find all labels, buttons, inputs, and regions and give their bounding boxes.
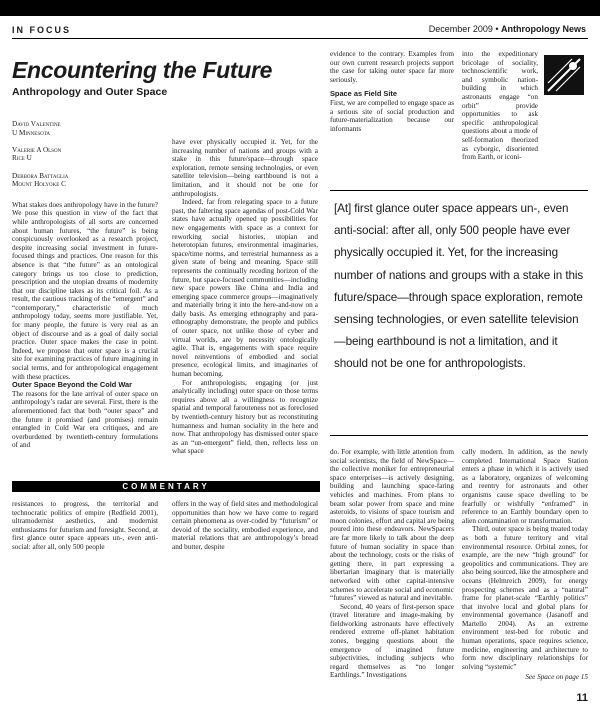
pull-quote-text: [At] first glance outer space appears un-, even anti-social: after all, only 500 people have ever physically occupied it. Yet, for the increasing number of nations and groups with a stake in this future/space—through space exploration, remote sensing technologies, or even satellite television—being earthbound is not a limitation, and it should not be one for anthropologists. [334, 202, 584, 371]
body-paragraph: offers in the way of field sites and methodological opportunities than how we have come to regard certain phenomena as over-coded by “futurism” or devoid of the sociality, embodied experience, and material relations that are anthropology’s bread and butter, despite [172, 500, 318, 551]
commentary-banner: COMMENTARY [12, 481, 320, 492]
author [12, 172, 158, 189]
column-3-bottom [330, 448, 454, 680]
column-1-bottom [12, 500, 158, 552]
body-paragraph: have ever physically occupied it. Yet, for the increasing number of nations and groups with a stake in this future/space—through space exploration, remote sensing technologies, or even satellite television—being earthbound is not a limitation, and it should not be one for anthropologists. [172, 138, 318, 198]
author-name: David Valentine [12, 120, 61, 128]
section-logo-icon [540, 51, 588, 99]
article-subtitle: Anthropology and Outer Space [12, 86, 168, 98]
body-paragraph: The reasons for the late arrival of outer space on anthropology’s radar are several. First, there is the aforementioned fact that both “outer space” and the future it promised (and promises) remain entangled in Cold War era critiques, and are overburdened by twentieth-century formulations of and [12, 389, 158, 450]
section-label: IN FOCUS [12, 25, 72, 35]
pull-quote-rule-top [330, 190, 588, 191]
column-3-top [330, 50, 454, 133]
continued-link[interactable]: See Space on page 15 [525, 673, 588, 681]
body-paragraph: Indeed, far from relegating space to a future past, the faltering space agendas of post-Cold War states have actually opened up possibilities for new engagements with space as a context for reworking social histories, utopian and heterotopian futures, environmental imaginaries, space/time norms, and terrestrial humanness as a given state of being and meaning. Space still represents the continually receding horizon of the future, but space-focused communities—including new space powers like China and India and emerging space commerce groups—imaginatively and materially bring it into the here-and-now on a daily basis. As emerging ethnography and para-ethnography demonstrate, the people and publics of outer space, not unlike those of cyber and virtual worlds, are by necessity ontologically agile. That is, engagements with space require novel reinventions of embodied and social presence, ecological limits, and imaginaries of human becoming. [172, 198, 318, 379]
article-title: Encountering the Future [12, 57, 273, 83]
body-paragraph: First, we are compelled to engage space as a serious site of social production and future-materialization because our informants [330, 98, 454, 133]
body-paragraph: Second, 40 years of first-person space (travel literature and image-making by fieldworking astronauts have effectively rendered extreme off-planet habitation zones, begging questions about the emergence of imagined future subjectivities, including subjects who regard themselves as “no longer Earthlings.” Investigations [330, 602, 454, 680]
header-rule [12, 38, 588, 39]
section-heading: Outer Space Beyond the Cold War [12, 380, 133, 390]
header-bar [0, 0, 600, 16]
body-paragraph: into the expeditionary bricolage of sociality, technoscientific work, and symbolic nation-building in which astronauts engage “on orbit” provide opportunities to ask specific anthropological questions about a mode of self-formation theorized as cyborgic, disoriented from Earth, or iconi- [462, 50, 538, 162]
column-4-bottom [462, 448, 588, 671]
author-affiliation: Rice U [12, 154, 32, 163]
issue-date: December 2009 [428, 24, 493, 34]
pull-quote [330, 190, 588, 440]
author-name: Debbora Battaglia [12, 171, 69, 180]
author [12, 146, 158, 163]
author-affiliation: U Minnesota [12, 128, 50, 137]
body-paragraph: resistances to progress, the territorial and technocratic politics of empire (Redfield 2001), ultramodernist aesthetics, and modernist enthusiasms for futurism and foresight. Second, at first glance outer space appears un-, even anti-social: after all, only 500 people [12, 500, 158, 551]
column-4-top [462, 50, 538, 162]
page-number: 11 [576, 692, 588, 704]
column-2-bottom [172, 500, 318, 552]
body-paragraph: For anthropologists, engaging (or just analytically including) outer space on those terms requires above all a willingness to recognize spatial and temporal farouteness not as foreclosed by twentieth-century history but as reconstituting humanness and human sociality in the here and now. That anthropology has dismissed outer space as an “un-emergent” field, then, reflects less on what space [172, 378, 318, 456]
column-1-top [12, 120, 158, 450]
body-paragraph: cally modern. In addition, as the newly completed International Space Station enters a phase in which it is actively used as a laboratory, organizes of welcoming and reentry for astronauts and other organisms cause space dwelling to be fearfully or wishfully “enframed” in reference to an Earthly boundary open to alien contamination or transformation. [462, 448, 588, 525]
author-affiliation: Mount Holyoke C [12, 180, 66, 189]
body-paragraph: do. For example, with little attention from social scientists, the field of NewSpace—the collective moniker for entrepreneurial space enterprises—is actively designing, building and launching space-faring vehicles and machines. From plans to beam solar power from space and mine asteroids, to visions of space tourism and moon colonies, effort and capital are being poured into these endeavors. NewSpacers are far more likely to talk about the deep future of human sociality in space than about the technology, costs or the risks of getting there, in part expressing a libertarian imaginary that is materially networked with other capital-intensive schemes to accelerate social and economic “futures” viewed as natural and inevitable. [330, 448, 454, 603]
column-2-top [172, 138, 318, 456]
section-heading: Space as Field Site [330, 89, 397, 99]
pull-quote-rule-bottom [330, 435, 588, 436]
body-paragraph: What stakes does anthropology have in the future? We pose this question in view of the fact that while anthropologists of all sorts are concerned about human futures, “the future” is being conspicuously overlooked as a research project, despite increasing social investment in future-focused things and practices. One reason for this absence is that “the future” as an ontological category brings us too close to prediction, prescription and the utopian dreams of modernity that our discipline takes as its critical foil. As a result, the cautious tracking of the “emergent” and “contemporary,” characteristic of much anthropology today, seems more justifiable. Yet, for many people, the future is very real as an object of discourse and as a goal of daily social practice. Outer space makes the case in point. Indeed, we propose that outer space is a crucial site for examining practices of future imagining in social terms, and for anthropological engagement with these practices. [12, 200, 158, 381]
body-paragraph: Third, outer space is being treated today as both a future territory and vital environmental resource. Orbital zones, for example, are the new “high ground” for geopolitics and communications. They are also being sourced, like the atmosphere and oceans (Helmreich 2009), for energy prospecting schemes and as a “natural” frame for planet-scale “Earthly politics” that involve local and global plans for environmental governance (Jasanoff and Martello 2004). As an extreme environment test-bed for robotic and human operations, space requires science, medicine, engineering and architecture to form new disciplinary relationships for solving “systemic” [462, 525, 588, 671]
author-name: Valerie A Olson [12, 145, 62, 154]
publication-name: Anthropology News [501, 24, 586, 34]
issue-info: December 2009 • Anthropology News [428, 24, 586, 34]
body-paragraph: evidence to the contrary. Examples from our own current research projects support the case for taking outer space far more seriously. [330, 50, 454, 84]
author [12, 120, 158, 137]
